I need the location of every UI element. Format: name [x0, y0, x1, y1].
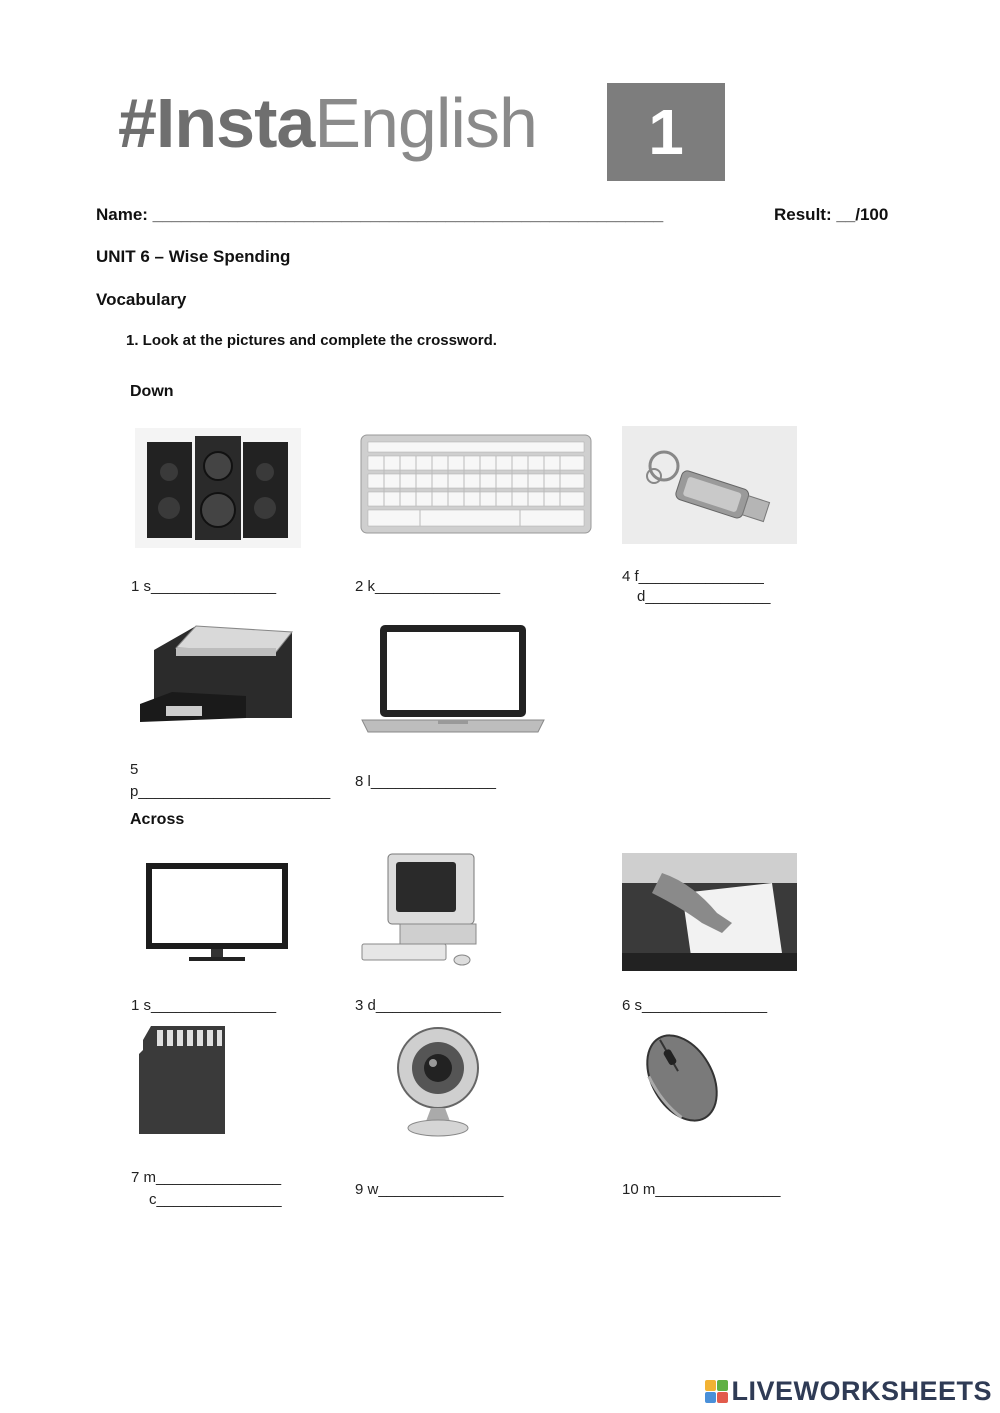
down-4-label-line2: d_______________	[637, 588, 771, 605]
memory-card-icon	[137, 1024, 227, 1136]
down-2-label: 2 k_______________	[355, 578, 501, 595]
across-3-label: 3 d_______________	[355, 997, 501, 1014]
across-1-label: 1 s_______________	[131, 997, 277, 1014]
across-7-label-line1: 7 m_______________	[131, 1169, 282, 1186]
mouse-icon	[632, 1030, 732, 1126]
flash-drive-icon	[622, 426, 797, 544]
keyboard-icon	[360, 434, 592, 534]
laptop-icon	[360, 622, 546, 736]
down-8-label: 8 l_______________	[355, 773, 496, 790]
across-6-label: 6 s_______________	[622, 997, 768, 1014]
down-heading: Down	[130, 383, 174, 400]
speakers-icon	[135, 428, 301, 548]
scanner-icon	[622, 853, 797, 971]
down-1-label: 1 s_______________	[131, 578, 277, 595]
unit-title: UNIT 6 – Wise Spending	[96, 247, 291, 266]
result-label: Result: __/100	[774, 205, 889, 224]
liveworksheets-mark-icon	[705, 1380, 728, 1403]
screen-icon	[143, 860, 291, 966]
level-badge: 1	[607, 83, 725, 181]
down-4-label-line1: 4 f_______________	[622, 568, 764, 585]
across-9-label: 9 w_______________	[355, 1181, 504, 1198]
across-7-label-line2: c_______________	[149, 1191, 282, 1208]
name-field-label: Name: ______________________________________________________	[96, 205, 664, 224]
down-5-label-number: 5	[130, 761, 139, 778]
liveworksheets-logo: LIVEWORKSHEETS	[705, 1376, 992, 1407]
across-10-label: 10 m_______________	[622, 1181, 781, 1198]
printer-icon	[136, 622, 296, 734]
instruction: 1. Look at the pictures and complete the crossword.	[126, 332, 497, 349]
section-title: Vocabulary	[96, 290, 187, 309]
insta-english-logo: #InstaEnglish	[118, 84, 537, 162]
down-5-label-line: p_______________________	[130, 783, 331, 800]
webcam-icon	[395, 1024, 481, 1138]
across-heading: Across	[130, 811, 185, 828]
desktop-computer-icon	[360, 852, 482, 970]
